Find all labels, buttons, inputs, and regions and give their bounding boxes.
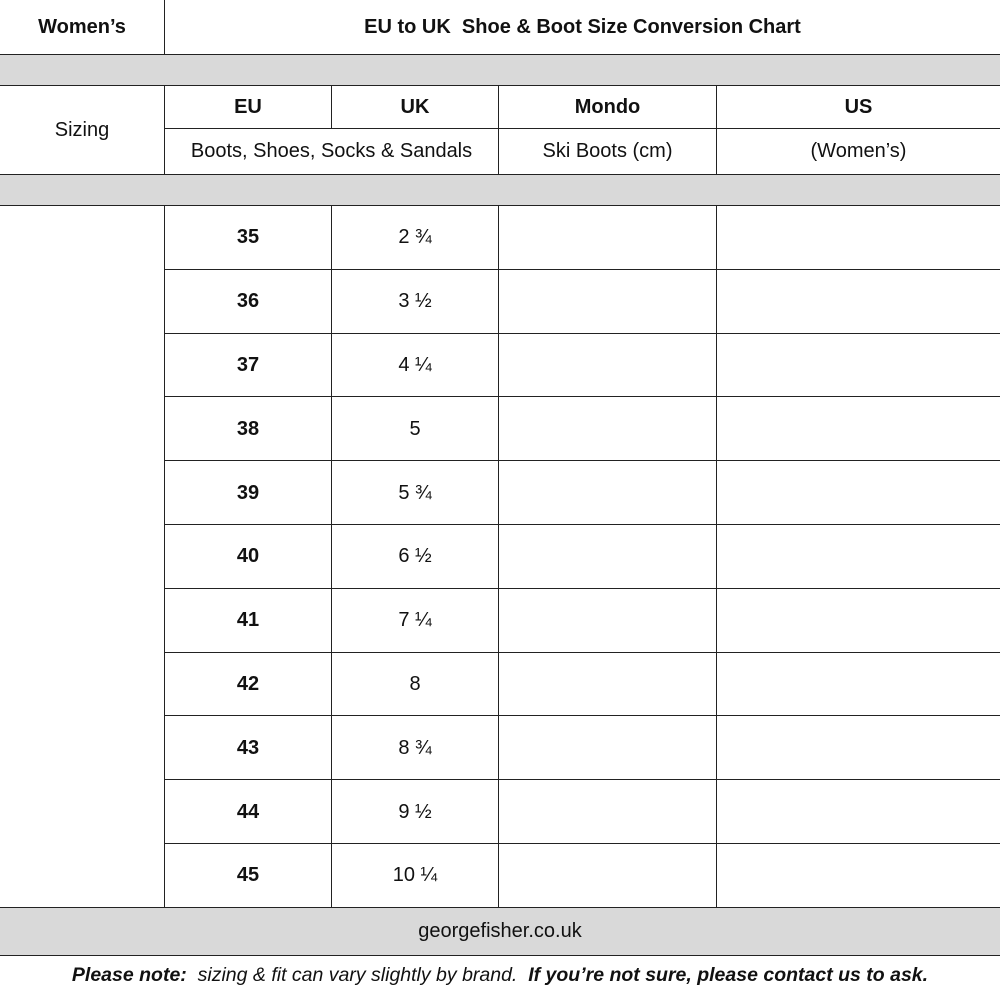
grid-line — [0, 54, 1000, 55]
size-cell-uk: 4 ¼ — [398, 353, 432, 376]
column-header-uk: UK — [400, 95, 430, 118]
size-cell-us — [717, 270, 1000, 334]
chart-title: EU to UK Shoe & Boot Size Conversion Chart — [364, 15, 801, 38]
size-cell-us — [717, 589, 1000, 653]
grid-line — [0, 955, 1000, 956]
website-url: georgefisher.co.uk — [418, 919, 582, 942]
header-womens-label: Women’s — [38, 15, 126, 38]
size-cell-us — [717, 334, 1000, 398]
grid-line — [0, 174, 1000, 175]
column-header-eu: EU — [234, 95, 262, 118]
size-cell-uk: 6 ½ — [398, 545, 432, 568]
size-cell-mondo — [499, 461, 716, 525]
size-cell-mondo — [499, 270, 716, 334]
size-cell-uk: 9 ½ — [398, 800, 432, 823]
size-cell-uk: 5 ¾ — [398, 481, 432, 504]
size-cell-uk: 2 ¾ — [398, 226, 432, 249]
note-lead: Please note: — [71, 963, 187, 986]
sizing-row-label: Sizing — [54, 118, 110, 141]
footer-note — [0, 958, 1000, 992]
size-cell-eu: 38 — [236, 417, 260, 440]
size-cell-eu: 41 — [236, 609, 260, 632]
size-cell-uk: 5 — [409, 417, 421, 440]
size-cell-eu: 44 — [236, 800, 260, 823]
size-cell-eu: 39 — [236, 481, 260, 504]
size-cell-eu: 45 — [236, 864, 260, 887]
size-cell-us — [717, 780, 1000, 844]
size-cell-eu: 43 — [236, 736, 260, 759]
size-cell-us — [717, 653, 1000, 717]
size-cell-us — [717, 206, 1000, 270]
size-cell-mondo — [499, 525, 716, 589]
column-header-mondo: Mondo — [574, 95, 641, 118]
separator-band-middle — [0, 174, 1000, 205]
size-cell-eu: 42 — [236, 672, 260, 695]
size-cell-uk: 8 — [409, 672, 421, 695]
size-cell-eu: 40 — [236, 545, 260, 568]
size-cell-mondo — [499, 716, 716, 780]
size-cell-eu: 37 — [236, 353, 260, 376]
size-cell-uk: 8 ¾ — [398, 736, 432, 759]
separator-band-top — [0, 55, 1000, 85]
size-cell-mondo — [499, 780, 716, 844]
column-subheader-eu-uk: Boots, Shoes, Socks & Sandals — [190, 140, 473, 162]
column-subheader-mondo: Ski Boots (cm) — [542, 140, 673, 162]
column-header-us: US — [844, 95, 873, 118]
column-subheader-us: (Women’s) — [810, 140, 907, 162]
size-cell-mondo — [499, 844, 716, 908]
size-cell-mondo — [499, 397, 716, 461]
size-cell-uk: 10 ¼ — [392, 864, 438, 887]
size-cell-us — [717, 525, 1000, 589]
note-middle: sizing & fit can vary slightly by brand. — [186, 963, 529, 986]
size-cell-mondo — [499, 653, 716, 717]
size-cell-eu: 35 — [236, 226, 260, 249]
size-cell-us — [717, 397, 1000, 461]
size-cell-us — [717, 461, 1000, 525]
size-cell-us — [717, 844, 1000, 908]
size-cell-us — [717, 716, 1000, 780]
size-cell-eu: 36 — [236, 290, 260, 313]
note-tail: If you’re not sure, please contact us to ask. — [528, 963, 929, 986]
size-cell-uk: 3 ½ — [398, 290, 432, 313]
size-cell-mondo — [499, 206, 716, 270]
size-cell-mondo — [499, 334, 716, 398]
size-cell-mondo — [499, 589, 716, 653]
size-cell-uk: 7 ¼ — [398, 609, 432, 632]
